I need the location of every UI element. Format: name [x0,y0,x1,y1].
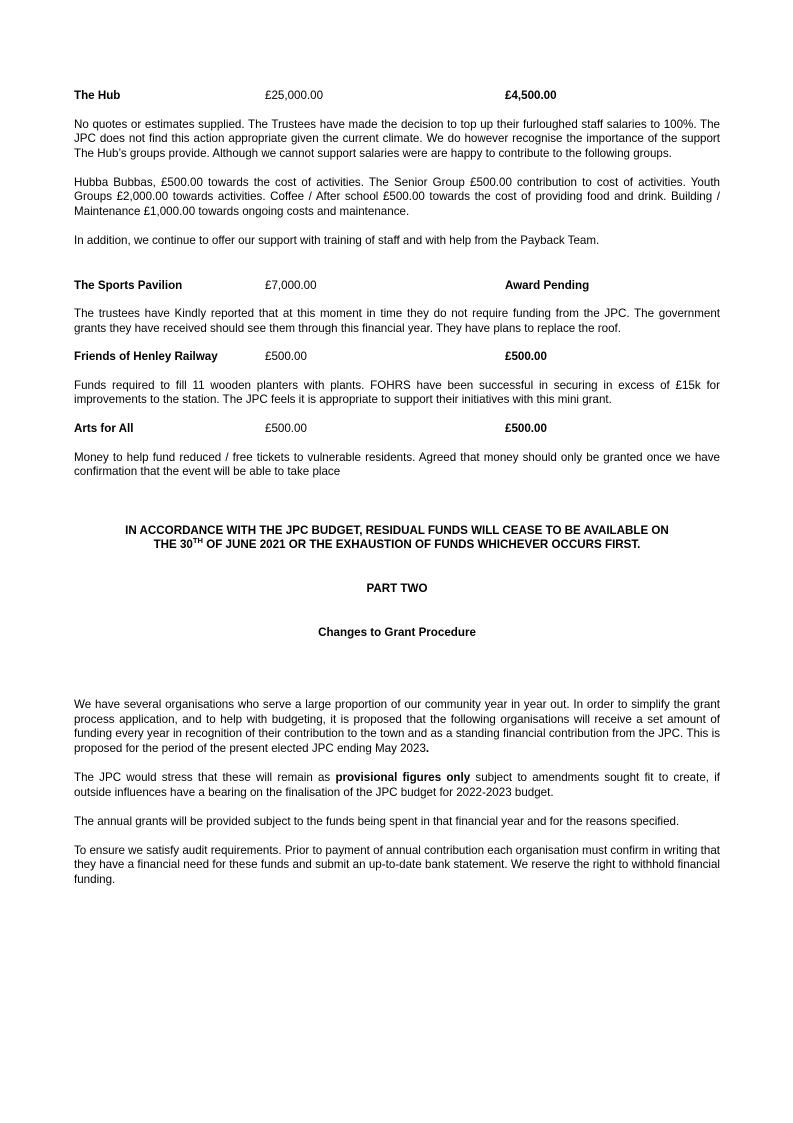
grant-paragraph: Hubba Bubbas, £500.00 towards the cost of activities. The Senior Group £500.00 contribution to cost of activities. Youth Groups £2,000.00 towards activities. Coffee / After school £500.00 towards the cost of providing food and drink. Building / Maintenance £1,000.00 towards ongoing costs and maintenance. [74,175,720,218]
grant-requested-amount: £25,000.00 [265,89,324,102]
spacer [74,336,720,349]
grant-heading-row [74,278,720,293]
body-paragraph: To ensure we satisfy audit requirements. Prior to payment of annual contribution each organisation must confirm in writing that they have a financial need for these funds and submit an up-to-date bank statement. We reserve the right to withhold financial funding. [74,843,720,886]
spacer [74,161,720,176]
grant-paragraph: Funds required to fill 11 wooden planters with plants. FOHRS have been successful in securing in excess of £15k for improvements to the station. The JPC feels it is appropriate to support their initiatives with this mini grant. [74,378,720,407]
grant-paragraph: In addition, we continue to offer our support with training of staff and with help from the Payback Team. [74,234,600,248]
grant-awarded-amount: £500.00 [505,422,547,436]
grant-name: Friends of Henley Railway [74,350,218,364]
grant-requested-amount: £500.00 [265,350,307,364]
spacer [74,480,720,524]
spacer [74,103,720,118]
grant-name: Arts for All [74,422,134,436]
spacer [74,364,720,379]
residual-notice-line-2-prefix: THE 30 [153,538,193,552]
spacer [74,597,720,626]
spacer [74,640,720,698]
residual-notice-line-1: IN ACCORDANCE WITH THE JPC BUDGET, RESIDUAL FUNDS WILL CEASE TO BE AVAILABLE ON [125,523,669,537]
paragraph-text: We have several organisations who serve a large proportion of our community year in year out. In order to simplify the grant process application, and to help with budgeting, it is proposed that the following organisations will receive a set amount of funding every year in recognition of their contribution to the town and as a standing financial contribution from the JPC. This is proposed for the period of the present elected JPC ending May 2023 [74,698,720,755]
ordinal-suffix: TH [192,536,204,546]
spacer [74,553,720,582]
grant-heading-row [74,88,720,103]
body-paragraph [74,698,720,756]
grant-awarded-amount: £500.00 [505,350,547,364]
part-label: PART TWO [366,581,428,595]
body-paragraph [74,771,720,800]
grant-requested-amount: £7,000.00 [265,278,317,292]
spacer [74,800,720,815]
grant-heading-row [74,349,720,364]
grant-heading-row [74,421,720,436]
spacer [74,436,720,451]
spacer [74,756,720,771]
paragraph-text-bold: provisional figures only [335,770,471,784]
document-content [74,88,720,888]
grant-requested-amount: £500.00 [265,422,307,436]
grant-awarded-amount: £4,500.00 [505,89,557,102]
section-title: Changes to Grant Procedure [318,625,476,639]
grant-name: The Hub [74,89,121,102]
paragraph-text: The JPC would stress that these will remain as [74,770,336,784]
body-paragraph: The annual grants will be provided subject to the funds being spent in that financial year and for the reasons specified. [74,814,680,828]
residual-notice-line-2-suffix: OF JUNE 2021 OR THE EXHAUSTION OF FUNDS WHICHEVER OCCURS FIRST. [203,538,641,552]
grant-paragraph: Money to help fund reduced / free tickets to vulnerable residents. Agreed that money should only be granted once we have confirmation that the event will be able to take place [74,450,720,479]
grant-name: The Sports Pavilion [74,278,183,292]
paragraph-text-bold: . [425,741,430,755]
spacer [74,829,720,844]
grant-award-status: Award Pending [505,278,590,292]
residual-funds-notice [74,524,720,553]
paragraph-text: subject to amendments sought fit to create, if outside influences have a bearing on the finalisation of the JPC budget for 2022-2023 budget. [74,770,720,799]
spacer [74,249,720,278]
spacer [74,220,720,235]
spacer [74,293,720,308]
grant-paragraph: The trustees have Kindly reported that at this moment in time they do not require funding from the JPC. The government grants they have received should see them through this financial year. They have plans to replace the roof. [74,307,720,335]
grant-paragraph: No quotes or estimates supplied. The Trustees have made the decision to top up their furloughed staff salaries to 100%. The JPC does not find this action appropriate given the current climate. We do however recognise the importance of the support The Hub’s groups provide. Although we cannot support salaries were are happy to contribute to the following groups. [74,117,720,160]
spacer [74,408,720,421]
